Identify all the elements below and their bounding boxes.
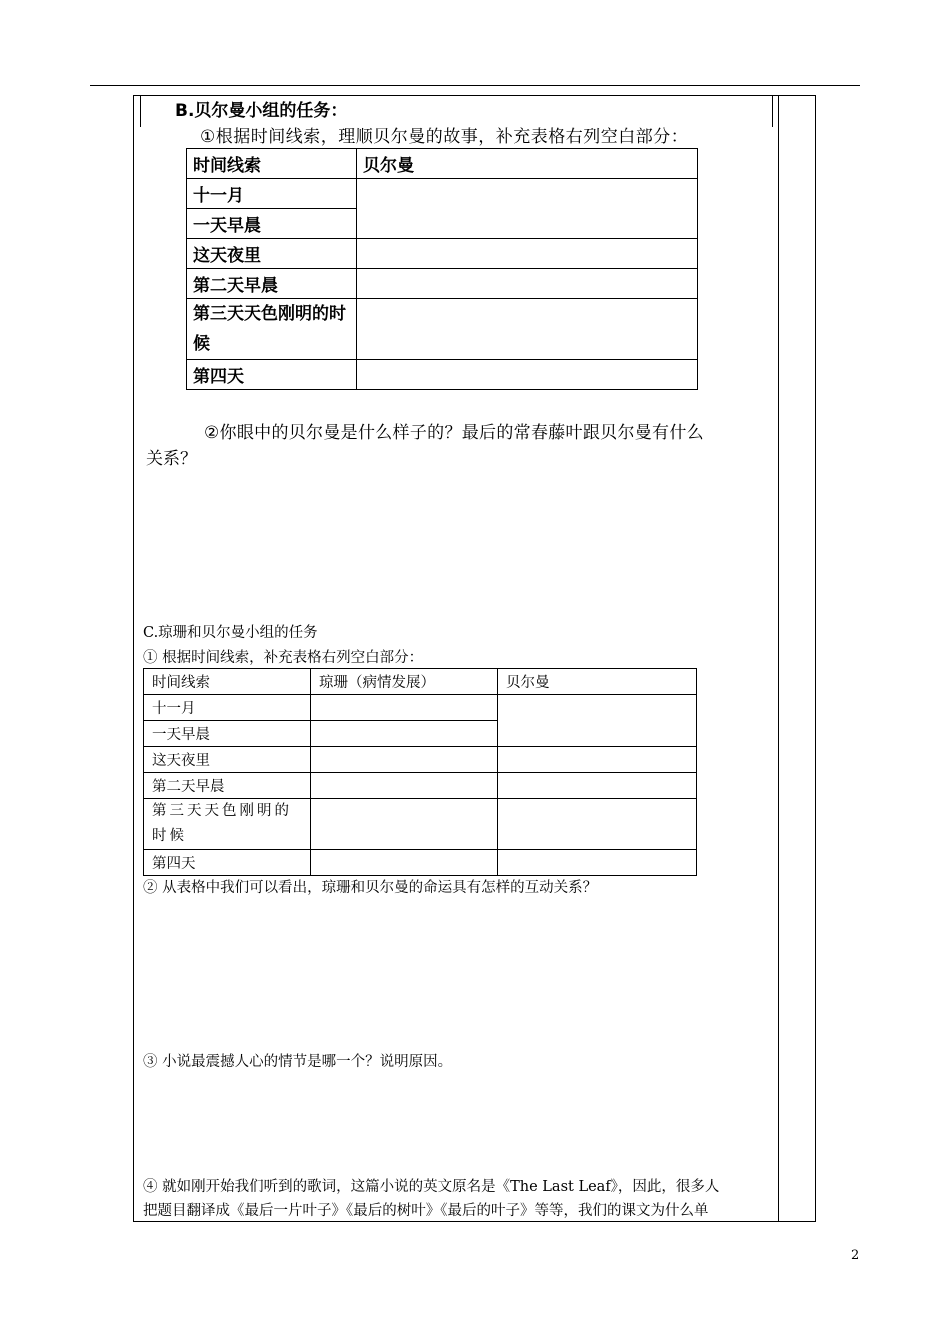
frame-inner-left-line <box>140 95 141 127</box>
table-header-cell: 琼珊（病情发展） <box>311 669 498 695</box>
table-row <box>187 269 698 299</box>
table-header-cell: 贝尔曼 <box>357 149 698 179</box>
header-rule <box>90 85 860 86</box>
table-row <box>144 747 697 773</box>
answer-cell[interactable] <box>357 360 698 390</box>
answer-cell[interactable] <box>311 695 498 721</box>
answer-cell[interactable] <box>311 721 498 747</box>
time-cell: 第四天 <box>187 360 357 390</box>
section-c-question-2: ② 从表格中我们可以看出，琼珊和贝尔曼的命运具有怎样的互动关系？ <box>143 880 598 896</box>
answer-cell[interactable] <box>357 269 698 299</box>
time-cell: 十一月 <box>144 695 311 721</box>
answer-cell[interactable] <box>498 773 697 799</box>
table-row <box>187 239 698 269</box>
table-header-cell: 时间线索 <box>144 669 311 695</box>
section-b-table <box>186 148 698 390</box>
answer-cell[interactable] <box>498 695 697 747</box>
section-c-heading: C.琼珊和贝尔曼小组的任务 <box>143 625 318 641</box>
time-cell: 第三天天色刚明的时候 <box>144 799 311 850</box>
table-header-row <box>187 149 698 179</box>
table-row <box>144 695 697 721</box>
time-cell: 第二天早晨 <box>144 773 311 799</box>
section-c-instruction: ① 根据时间线索，补充表格右列空白部分： <box>143 650 424 666</box>
answer-cell[interactable] <box>311 747 498 773</box>
table-row <box>187 299 698 360</box>
section-c-table <box>143 668 697 876</box>
table-row <box>187 179 698 209</box>
frame-inner-right-line <box>772 95 773 127</box>
answer-cell[interactable] <box>498 850 697 876</box>
time-cell: 这天夜里 <box>144 747 311 773</box>
time-cell: 一天早晨 <box>187 209 357 239</box>
table-row <box>144 850 697 876</box>
table-row <box>187 360 698 390</box>
answer-cell[interactable] <box>357 299 698 360</box>
section-b-question-2-line-1: ②你眼中的贝尔曼是什么样子的？最后的常春藤叶跟贝尔曼有什么 <box>204 423 704 443</box>
time-cell: 十一月 <box>187 179 357 209</box>
page-number: 2 <box>851 1248 860 1263</box>
section-b-question-2-line-2: 关系？ <box>146 449 197 469</box>
answer-cell[interactable] <box>311 850 498 876</box>
time-cell: 第二天早晨 <box>187 269 357 299</box>
answer-cell[interactable] <box>357 239 698 269</box>
table-header-cell: 贝尔曼 <box>498 669 697 695</box>
table-row <box>144 799 697 850</box>
section-c-question-3: ③ 小说最震撼人心的情节是哪一个？说明原因。 <box>143 1054 453 1070</box>
answer-cell[interactable] <box>357 179 698 239</box>
table-row <box>144 773 697 799</box>
answer-cell[interactable] <box>311 799 498 850</box>
section-c-question-4-line-1: ④ 就如刚开始我们听到的歌词，这篇小说的英文原名是《The Last Leaf》，因此，很多人 <box>143 1179 720 1195</box>
time-cell: 第四天 <box>144 850 311 876</box>
frame-right-column-line <box>778 95 779 1222</box>
table-header-row <box>144 669 697 695</box>
answer-cell[interactable] <box>498 747 697 773</box>
answer-cell[interactable] <box>498 799 697 850</box>
time-cell: 这天夜里 <box>187 239 357 269</box>
answer-cell[interactable] <box>311 773 498 799</box>
section-b-heading: B.贝尔曼小组的任务： <box>175 101 348 121</box>
table-header-cell: 时间线索 <box>187 149 357 179</box>
time-cell: 一天早晨 <box>144 721 311 747</box>
section-b-instruction: ①根据时间线索，理顺贝尔曼的故事，补充表格右列空白部分： <box>200 127 689 147</box>
time-cell: 第三天天色刚明的时候 <box>187 299 357 360</box>
section-c-question-4-line-2: 把题目翻译成《最后一片叶子》《最后的树叶》《最后的叶子》等等，我们的课文为什么单 <box>143 1203 709 1219</box>
